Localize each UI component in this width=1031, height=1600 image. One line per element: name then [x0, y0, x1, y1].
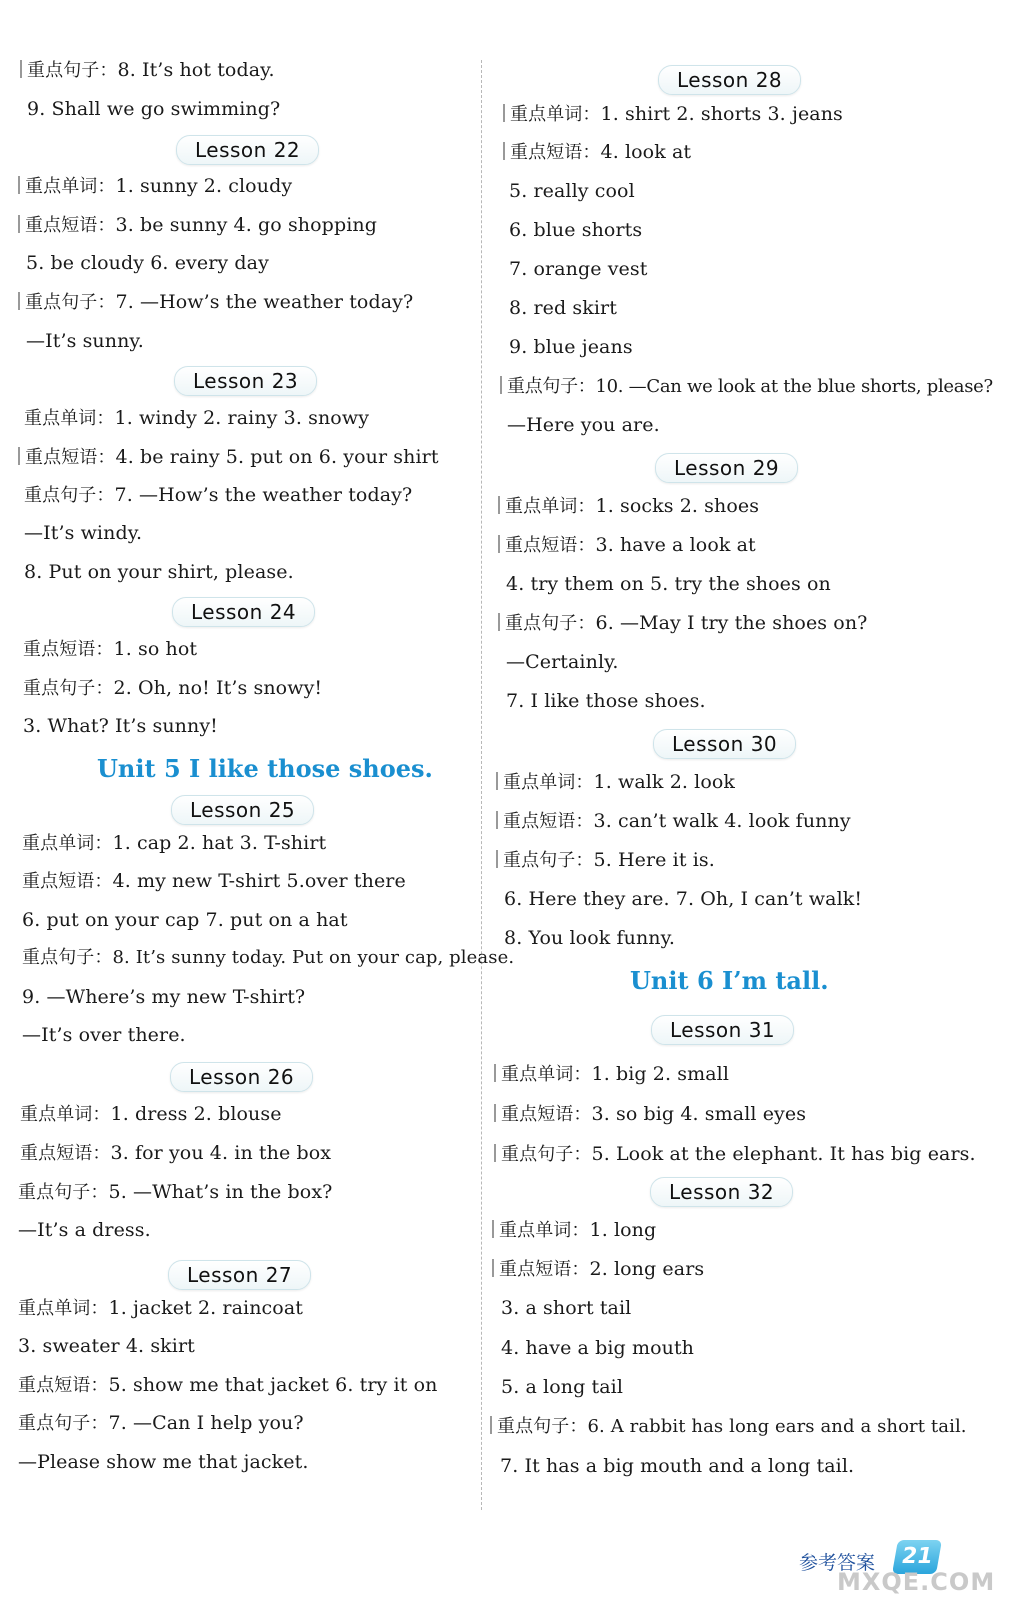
text-line: —Certainly.: [506, 651, 619, 673]
lesson-23-heading: Lesson 23: [174, 366, 317, 396]
text-line: 3. What? It’s sunny!: [23, 715, 218, 737]
key-phrases-line: 重点短语：2. long ears: [492, 1257, 704, 1282]
lesson-25-heading: Lesson 25: [171, 795, 314, 825]
key-words-line: 重点单词：1. shirt 2. shorts 3. jeans: [503, 102, 843, 127]
watermark: MXQE.COM: [837, 1568, 996, 1596]
text-line: 7. orange vest: [509, 258, 648, 280]
unit-5-title: Unit 5 I like those shoes.: [97, 754, 433, 783]
key-sentences-line: 重点句子：6. —May I try the shoes on?: [498, 611, 867, 636]
text-line: —It’s a dress.: [18, 1219, 151, 1241]
text-line: 5. be cloudy 6. every day: [26, 252, 269, 274]
page-footer: [779, 1532, 1009, 1596]
key-sentences-line: 重点句子：6. A rabbit has long ears and a short tail.: [490, 1415, 967, 1439]
key-sentences-line: 重点句子：5. Here it is.: [496, 848, 715, 873]
text-line: 9. blue jeans: [509, 336, 633, 358]
key-sentences-line: 重点句子：10. —Can we look at the blue shorts, please?: [500, 375, 993, 399]
lesson-27-heading: Lesson 27: [168, 1260, 311, 1290]
key-words-line: 重点单词：1. long: [492, 1218, 656, 1243]
key-words-line: 重点单词：1. big 2. small: [494, 1062, 729, 1087]
lesson-28-heading: Lesson 28: [658, 65, 801, 95]
text-line: 8. Put on your shirt, please.: [24, 561, 294, 583]
key-phrases-line: 重点短语：3. be sunny 4. go shopping: [18, 213, 377, 238]
text-line: 8. You look funny.: [504, 927, 676, 949]
key-phrases-line: 重点短语：1. so hot: [23, 638, 198, 660]
key-phrases-line: 重点短语：3. have a look at: [498, 533, 756, 558]
key-phrases-line: 重点短语：4. look at: [503, 140, 691, 165]
text-line: 9. Shall we go swimming?: [27, 98, 281, 120]
key-sentences-line: 重点句子：7. —How’s the weather today?: [24, 484, 413, 506]
key-words-line: 重点单词：1. socks 2. shoes: [498, 494, 759, 519]
text-line: 5. a long tail: [501, 1376, 624, 1398]
key-sentences-line: 重点句子：2. Oh, no! It’s snowy!: [23, 677, 323, 699]
lesson-32-heading: Lesson 32: [650, 1177, 793, 1207]
column-divider: [481, 60, 482, 1510]
text-line: 6. Here they are. 7. Oh, I can’t walk!: [504, 888, 863, 910]
key-sentences-line: 重点句子：7. —Can I help you?: [18, 1412, 304, 1434]
key-sentences-line: 重点句子：8. It’s hot today.: [20, 58, 275, 83]
text-line: —It’s windy.: [24, 522, 143, 544]
text-line: 4. try them on 5. try the shoes on: [506, 573, 831, 595]
key-phrases-line: 重点短语：3. can’t walk 4. look funny: [496, 809, 851, 834]
key-words-line: 重点单词：1. sunny 2. cloudy: [18, 174, 292, 199]
answers-label: 参考答案: [799, 1552, 876, 1574]
text-line: —It’s over there.: [22, 1024, 186, 1046]
text-line: —It’s sunny.: [26, 330, 144, 352]
text-line: 8. red skirt: [509, 297, 617, 319]
key-phrases-line: 重点短语：3. for you 4. in the box: [20, 1142, 332, 1164]
text-line: 7. I like those shoes.: [506, 690, 706, 712]
text-line: 5. really cool: [509, 180, 635, 202]
text-line: —Here you are.: [507, 414, 660, 436]
key-words-line: 重点单词：1. dress 2. blouse: [20, 1103, 282, 1125]
lesson-30-heading: Lesson 30: [653, 729, 796, 759]
key-sentences-line: 重点句子：8. It’s sunny today. Put on your cap, please.: [22, 947, 515, 968]
key-sentences-line: 重点句子：5. Look at the elephant. It has big ears.: [494, 1142, 976, 1167]
key-words-line: 重点单词：1. cap 2. hat 3. T-shirt: [22, 832, 327, 854]
lesson-22-heading: Lesson 22: [176, 135, 319, 165]
page-number: 21: [892, 1540, 942, 1574]
key-phrases-line: 重点短语：5. show me that jacket 6. try it on: [18, 1374, 438, 1396]
key-sentences-line: 重点句子：5. —What’s in the box?: [18, 1181, 333, 1203]
key-sentences-line: 重点句子：7. —How’s the weather today?: [18, 290, 413, 315]
text-line: 6. put on your cap 7. put on a hat: [22, 909, 348, 931]
unit-6-title: Unit 6 I’m tall.: [630, 966, 829, 995]
lesson-26-heading: Lesson 26: [170, 1062, 313, 1092]
lesson-29-heading: Lesson 29: [655, 453, 798, 483]
key-phrases-line: 重点短语：4. my new T-shirt 5.over there: [22, 870, 406, 892]
text-line: 9. —Where’s my new T-shirt?: [22, 986, 306, 1008]
text-line: 3. sweater 4. skirt: [18, 1335, 195, 1357]
text-line: 6. blue shorts: [509, 219, 643, 241]
lesson-24-heading: Lesson 24: [172, 597, 315, 627]
text-line: 3. a short tail: [501, 1297, 632, 1319]
text-line: 7. It has a big mouth and a long tail.: [500, 1455, 855, 1477]
text-line: 4. have a big mouth: [501, 1337, 695, 1359]
key-phrases-line: 重点短语：4. be rainy 5. put on 6. your shirt: [18, 445, 439, 470]
text-line: —Please show me that jacket.: [18, 1451, 309, 1473]
key-phrases-line: 重点短语：3. so big 4. small eyes: [494, 1102, 806, 1127]
key-words-line: 重点单词：1. walk 2. look: [496, 770, 735, 795]
key-words-line: 重点单词：1. jacket 2. raincoat: [18, 1297, 303, 1319]
lesson-31-heading: Lesson 31: [651, 1015, 794, 1045]
key-words-line: 重点单词：1. windy 2. rainy 3. snowy: [24, 407, 370, 429]
